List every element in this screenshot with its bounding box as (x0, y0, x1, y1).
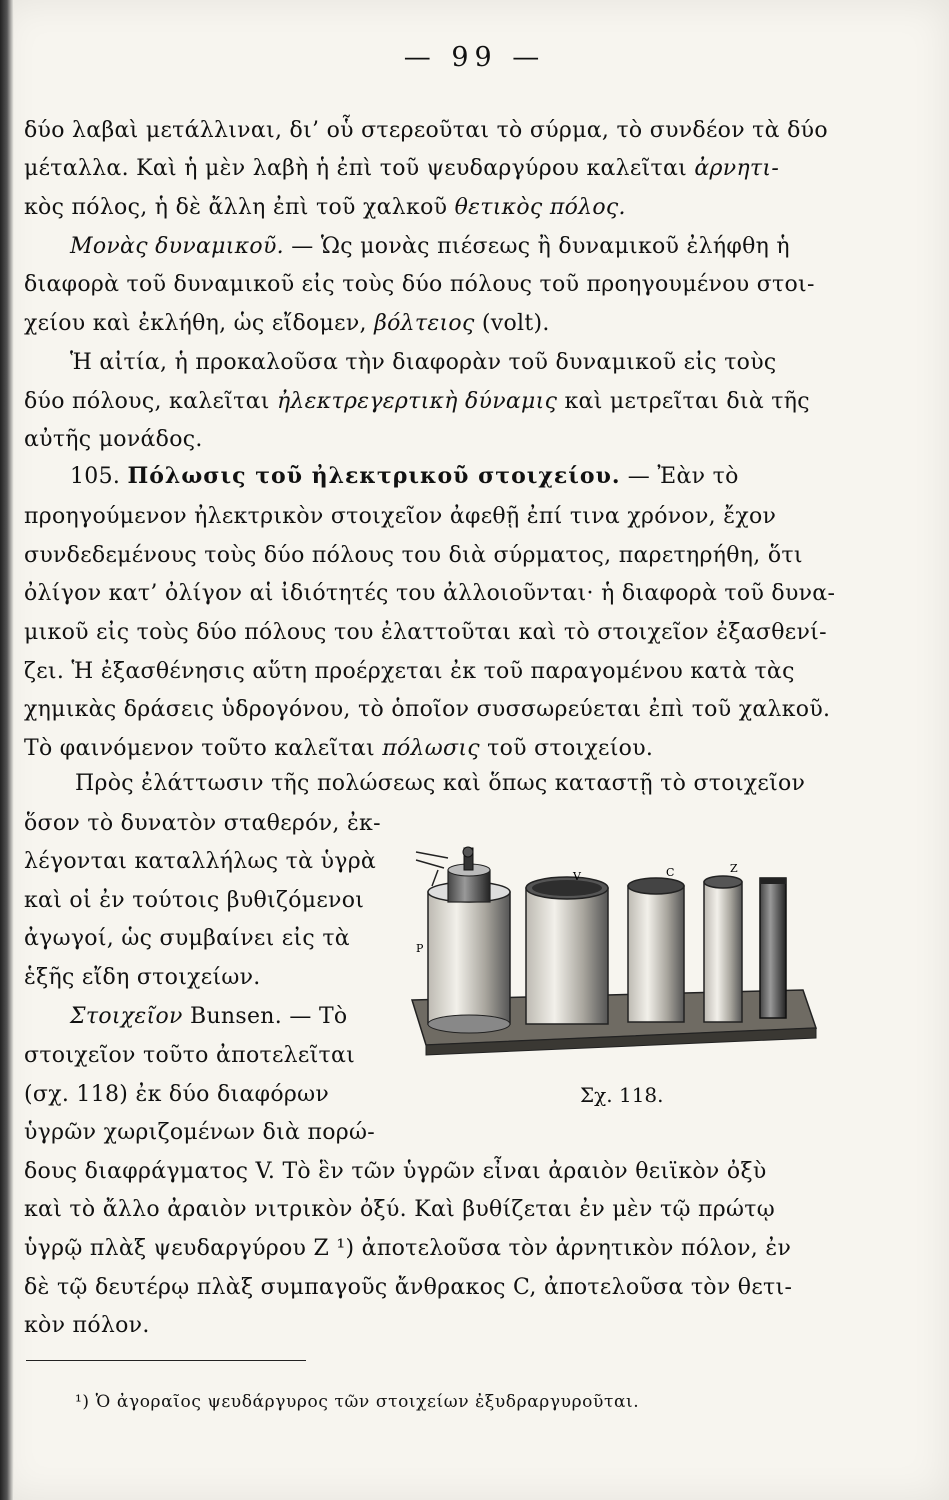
figure-label-z: Z (730, 862, 738, 875)
figure-caption: Σχ. 118. (580, 1083, 664, 1107)
text-line: στοιχεῖον τοῦτο ἀποτελεῖται (24, 1043, 356, 1068)
text-line: δύο λαβαὶ μετάλλιναι, δι’ οὗ στερεοῦται τὸ σύρμα, τὸ συνδέον τὰ δύο (24, 118, 828, 143)
text-line: ἑξῆς εἴδη στοιχείων. (24, 965, 261, 990)
text-line: Μονὰς δυναμικοῦ. — Ὡς μονὰς πιέσεως ἢ δυναμικοῦ ἐλήφθη ἡ (70, 234, 790, 259)
bunsen-cell-illustration (408, 840, 823, 1065)
text-line: ὑγρῶν χωριζομένων διὰ πορώ- (24, 1120, 375, 1145)
text-line: συνδεδεμένους τοὺς δύο πόλους του διὰ σύρματος, παρετηρήθη, ὅτι (24, 543, 803, 568)
text-line: διαφορὰ τοῦ δυναμικοῦ εἰς τοὺς δύο πόλους τοῦ προηγουμένου στοι- (24, 272, 815, 297)
subheading-monas: Μονὰς δυναμικοῦ. (70, 234, 284, 259)
inner-porous-cup (704, 882, 742, 1022)
text-line: ζει. Ἡ ἐξασθένησις αὕτη προέρχεται ἐκ τοῦ παραγομένου κατὰ τὰς (24, 659, 795, 684)
porous-vessel (526, 888, 608, 1024)
footnote-rule (26, 1360, 306, 1361)
text-line: (σχ. 118) ἐκ δύο διαφόρων (24, 1082, 330, 1107)
page-number: — 99 — (403, 42, 546, 73)
zinc-cylinder (628, 886, 684, 1022)
carbon-rod (760, 878, 786, 1018)
text-line: κὸς πόλος, ἡ δὲ ἄλλη ἐπὶ τοῦ χαλκοῦ θετικὸς πόλος. (24, 195, 626, 220)
footnote: ¹) Ὁ ἀγοραῖος ψευδάργυρος τῶν στοιχείων ἐξυδραργυροῦται. (75, 1392, 640, 1412)
figure-label-v: V (573, 870, 581, 883)
section-heading-line: 105. Πόλωσις τοῦ ἠλεκτρικοῦ στοιχείου. — Ἐὰν τὸ (70, 463, 739, 489)
figure-label-c: C (666, 866, 675, 879)
text-line: ὑγρῷ πλὰξ ψευδαργύρου Z ¹) ἀποτελοῦσα τὸν ἀρνητικὸν πόλον, ἐν (24, 1236, 792, 1261)
text-line: ἀγωγοί, ὡς συμβαίνει εἰς τὰ (24, 926, 350, 951)
text-line: λέγονται καταλλήλως τὰ ὑγρὰ (24, 849, 377, 874)
text-line: καὶ τὸ ἄλλο ἀραιὸν νιτρικὸν ὀξύ. Καὶ βυθίζεται ἐν μὲν τῷ πρώτῳ (24, 1197, 775, 1222)
text-line: Τὸ φαινόμενον τοῦτο καλεῖται πόλωσις τοῦ στοιχείου. (24, 736, 654, 761)
text-line: αὐτῆς μονάδος. (24, 427, 203, 452)
assembled-cell (428, 892, 510, 1024)
text-line: χημικὰς δράσεις ὑδρογόνου, τὸ ὁποῖον συσσωρεύεται ἐπὶ τοῦ χαλκοῦ. (24, 697, 831, 722)
text-line: ὅσον τὸ δυνατὸν σταθερόν, ἐκ- (24, 811, 381, 836)
text-line: Στοιχεῖον Bunsen. — Τὸ (70, 1004, 348, 1029)
section-title: Πόλωσις τοῦ ἠλεκτρικοῦ στοιχείου. (127, 463, 621, 489)
text-line: Ἡ αἰτία, ἡ προκαλοῦσα τὴν διαφορὰν τοῦ δυναμικοῦ εἰς τοὺς (70, 350, 777, 375)
text-line: δύο πόλους, καλεῖται ἠλεκτρεγερτικὴ δύναμις καὶ μετρεῖται διὰ τῆς (24, 389, 810, 414)
text-line: χείου καὶ ἐκλήθη, ὡς εἴδομεν, βόλτειος (volt). (24, 311, 550, 336)
text-line: καὶ οἱ ἐν τούτοις βυθιζόμενοι (24, 888, 365, 913)
text-line: δους διαφράγματος V. Τὸ ἓν τῶν ὑγρῶν εἶναι ἀραιὸν θειϊκὸν ὀξὺ (24, 1159, 767, 1184)
text-line: κὸν πόλον. (24, 1313, 150, 1338)
text-line: ὀλίγον κατ’ ὀλίγον αἱ ἰδιότητές του ἀλλοιοῦνται· ἡ διαφορὰ τοῦ δυνα- (24, 581, 836, 606)
text-line: Πρὸς ἐλάττωσιν τῆς πολώσεως καὶ ὅπως καταστῇ τὸ στοιχεῖον (75, 771, 806, 796)
page-binding-edge (0, 0, 14, 1500)
text-line: δὲ τῷ δευτέρῳ πλὰξ συμπαγοῦς ἄνθρακος C, ἀποτελοῦσα τὸν θετι- (24, 1275, 793, 1300)
text-line: μικοῦ εἰς τοὺς δύο πόλους του ἐλαττοῦται καὶ τὸ στοιχεῖον ἐξασθενί- (24, 620, 827, 645)
text-line: προηγούμενον ἠλεκτρικὸν στοιχεῖον ἀφεθῇ ἐπί τινα χρόνον, ἔχον (24, 504, 777, 529)
figure-label-p: P (416, 942, 424, 955)
text-line: μέταλλα. Καὶ ἡ μὲν λαβὴ ἡ ἐπὶ τοῦ ψευδαργύρου καλεῖται ἀρνητι- (24, 156, 780, 181)
